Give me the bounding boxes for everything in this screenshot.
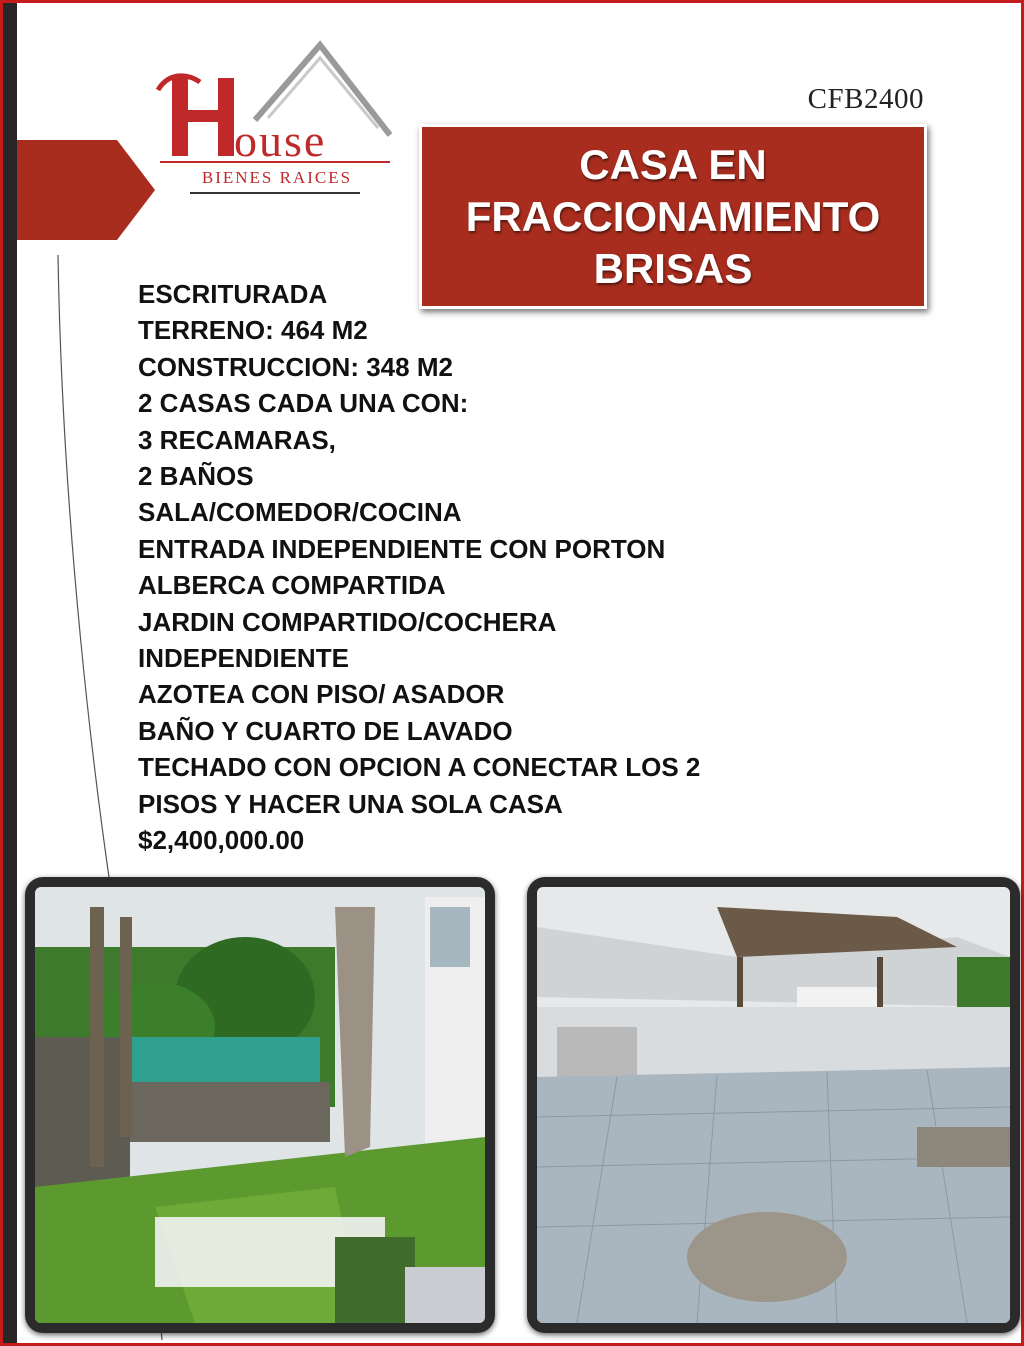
- price: $2,400,000.00: [138, 825, 305, 856]
- feature-line: BAÑO Y CUARTO DE LAVADO: [138, 715, 513, 746]
- features-list: [138, 276, 838, 859]
- feature-line: 2 BAÑOS: [138, 461, 254, 492]
- logo-subtitle: BIENES RAICES: [201, 168, 353, 187]
- feature-line: 3 RECAMARAS,: [138, 424, 336, 455]
- svg-text:ouse: ouse: [234, 115, 327, 166]
- feature-line: CONSTRUCCION: 348 M2: [138, 351, 453, 382]
- left-dark-bar: [3, 3, 17, 1343]
- feature-line: ALBERCA COMPARTIDA: [138, 570, 446, 601]
- red-ribbon-arrow: [17, 140, 155, 240]
- feature-line: PISOS Y HACER UNA SOLA CASA: [138, 788, 563, 819]
- feature-line: JARDIN COMPARTIDO/COCHERA: [138, 606, 557, 637]
- feature-line: TERRENO: 464 M2: [138, 315, 368, 346]
- feature-line: ENTRADA INDEPENDIENTE CON PORTON: [138, 533, 666, 564]
- listing-title: CASA EN FRACCIONAMIENTO BRISAS: [465, 140, 881, 292]
- listing-code: CFB2400: [807, 83, 924, 115]
- feature-line: SALA/COMEDOR/COCINA: [138, 497, 462, 528]
- feature-line: AZOTEA CON PISO/ ASADOR: [138, 679, 505, 710]
- feature-line: ESCRITURADA: [138, 279, 328, 309]
- logo-underline: [190, 192, 360, 194]
- feature-line: INDEPENDIENTE: [138, 643, 349, 674]
- rooftop-terrace-photo: [527, 877, 1020, 1333]
- feature-line: TECHADO CON OPCION A CONECTAR LOS 2: [138, 752, 701, 783]
- garden-photo: [25, 877, 495, 1333]
- feature-line: 2 CASAS CADA UNA CON:: [138, 388, 469, 419]
- company-logo: [150, 40, 400, 205]
